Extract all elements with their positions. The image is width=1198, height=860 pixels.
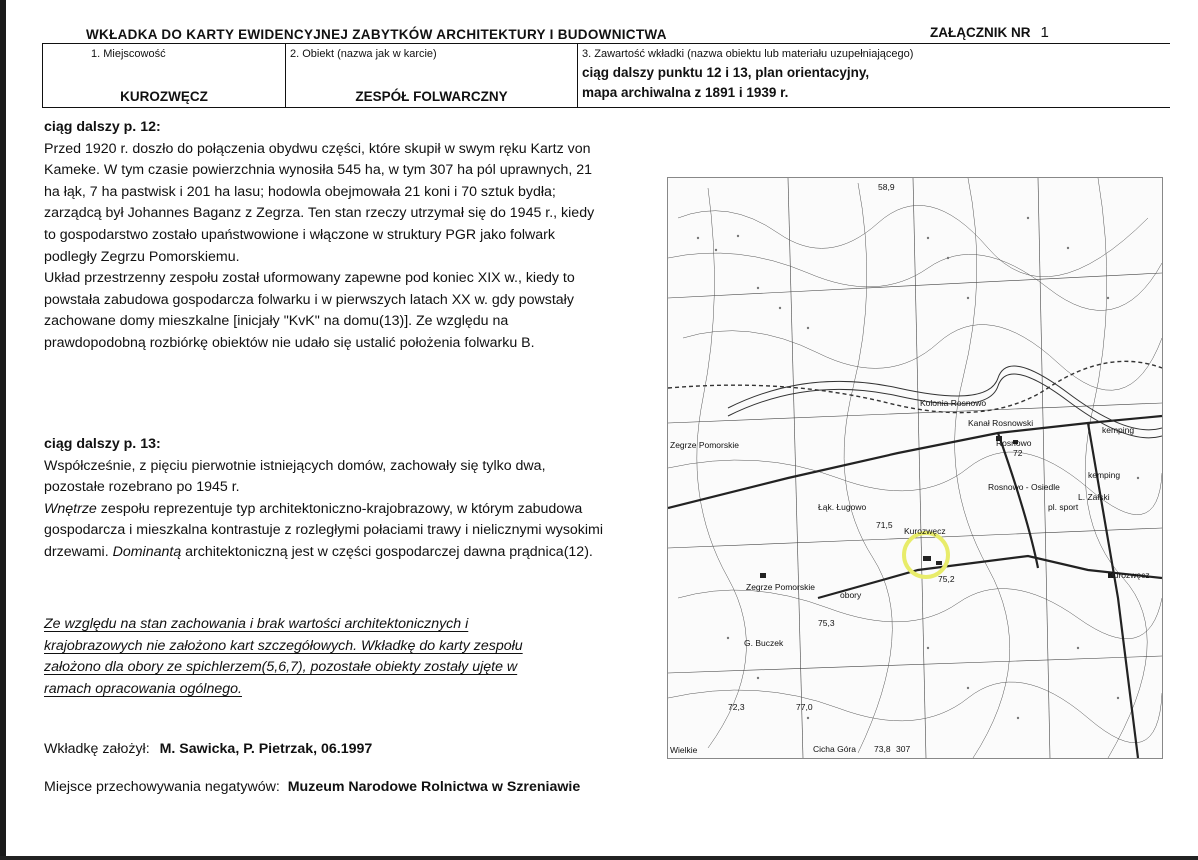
section-12	[44, 117, 604, 355]
map-label-kanal-rosnowski: Kanał Rosnowski	[968, 418, 1034, 428]
map-grid	[668, 178, 1162, 758]
object-value: ZESPÓŁ FOLWARCZNY	[355, 89, 508, 104]
contents-line-1: ciąg dalszy punktu 12 i 13, plan orientacyjny,	[582, 65, 870, 80]
map-elevation-8: 72,3	[728, 702, 745, 712]
contents-label: 3. Zawartość wkładki (nazwa obiektu lub materiału uzupełniającego)	[582, 48, 914, 60]
section-12-heading: ciąg dalszy p. 12:	[44, 119, 161, 135]
object-box	[286, 44, 578, 108]
map-label-wielkie: Wielkie	[670, 745, 698, 755]
section-13-para-2-end: architektoniczną jest w części gospodarczej dawna prądnica(12).	[181, 543, 593, 560]
locality-label: 1. Miejscowość	[91, 48, 166, 60]
map-label-kurozwecz-2: Kurozwęcz	[1108, 570, 1150, 580]
map-drawing	[668, 178, 1162, 758]
storage-label: Miejsce przechowywania negatywów:	[44, 779, 280, 795]
locality-box	[42, 44, 286, 108]
author-label: Wkładkę założył:	[44, 741, 150, 757]
map-label-g-buczek: G. Buczek	[744, 638, 784, 648]
map-elevation-3: 71,5	[876, 520, 893, 530]
map-elevation-9: 77,0	[796, 702, 813, 712]
annex-label	[930, 24, 1049, 41]
storage-value: Muzeum Narodowe Rolnictwa w Szreniawie	[287, 779, 581, 795]
section-13	[44, 434, 604, 564]
map-label-kolonia-rosnowo: Kolonia Rosnowo	[920, 398, 987, 408]
scan-edge-bottom	[0, 856, 1198, 860]
map-elevation-2: 72	[1013, 448, 1023, 458]
map-label-rosnowo: Rosnowo	[996, 438, 1032, 448]
map-label-kurozwecz: Kurozwęcz	[904, 526, 946, 536]
boxes-rule	[42, 107, 1170, 108]
object-label: 2. Obiekt (nazwa jak w karcie)	[290, 48, 437, 60]
map-elevation-7: 75,3	[818, 618, 835, 628]
annex-number: 1	[1040, 24, 1049, 41]
section-12-para-1: Przed 1920 r. doszło do połączenia obydwu części, które skupił w swym ręku Kartz von Kameke. W tym czasie powierzchnia wynosiła 545 ha, w tym 307 ha pól uprawnych, 21 ha łąk, 7 ha pastwisk i 201 ha lasu; hodowla obejmowała 21 koni i 70 sztuk bydła; zarządcą był Johannes Baganz z Zegrza. Ten stan rzeczy utrzymał się do 1945 r., kiedy to gospodarstwo zostało upaństwowione i włączone w struktury PGR jako folwark podległy Zegrzu Pomorskiemu.	[44, 140, 595, 265]
map-label-zegrze-pomorskie-top: Zegrze Pomorskie	[670, 440, 739, 450]
section-13-para-2	[44, 499, 604, 564]
section-13-heading: ciąg dalszy p. 13:	[44, 436, 161, 452]
map-label-kemping-2: kemping	[1088, 470, 1121, 480]
section-12-para-2: Układ przestrzenny zespołu został uformowany zapewne pod koniec XIX w., kiedy to powstała zabudowa gospodarcza folwarku i w pierwszych latach XX w. gdy powstały zachowane domy mieszkalne [inicjały "KvK" na domu(13)]. Ze względu na prawdopodobną rozbiórkę obiektów nie udało się ustalić położenia folwarku B.	[44, 270, 575, 351]
storage-line	[44, 779, 580, 795]
note-text: Ze względu na stan zachowania i brak wartości architektonicznych i krajobrazowych nie założono kart szczegółowych. Wkładkę do karty zespołu założono dla obory ze spichlerzem(5,6,7), pozostałe obiekty zostały ujęte w ramach opracowania ogólnego.	[44, 616, 523, 697]
note-paragraph	[44, 614, 564, 700]
scan-edge-left	[0, 0, 6, 860]
contents-box	[578, 44, 1170, 108]
map-label-kemping: kemping	[1102, 425, 1135, 435]
section-13-para-1: Współcześnie, z pięciu pierwotnie istniejących domów, zachowały się tylko dwa, pozostałe rozebrano po 1945 r.	[44, 457, 546, 496]
map-highlight-circle	[904, 533, 948, 577]
map-elevation-1: 58,9	[878, 182, 895, 192]
dominant-term: Dominantą	[112, 543, 182, 560]
form-title: WKŁADKA DO KARTY EWIDENCYJNEJ ZABYTKÓW ARCHITEKTURY I BUDOWNICTWA	[86, 27, 667, 42]
map-label-obory: obory	[840, 590, 862, 600]
interior-term: Wnętrze	[44, 500, 97, 517]
archival-map	[667, 177, 1163, 759]
map-label-pl-sport: pl. sport	[1048, 502, 1079, 512]
annex-label-text: ZAŁĄCZNIK NR	[930, 25, 1031, 40]
author-value: M. Sawicka, P. Pietrzak, 06.1997	[159, 741, 373, 757]
contents-line-2: mapa archiwalna z 1891 i 1939 r.	[582, 85, 789, 100]
author-line	[44, 741, 372, 757]
map-labels	[670, 182, 1150, 755]
map-railway	[668, 361, 1162, 412]
map-label-l-zalski: L. Załski	[1078, 492, 1110, 502]
map-label-zegrze-pomorskie: Zegrze Pomorskie	[746, 582, 815, 592]
map-label-cicha-gora: Cicha Góra	[813, 744, 856, 754]
map-elevation-4: 75,2	[938, 574, 955, 584]
map-elevation-6: 307	[896, 744, 911, 754]
section-13-para-2-text: zespołu reprezentuje typ architektoniczno-krajobrazowy, w którym zabudowa gospodarcza i mieszkalna kontrastuje z rozległymi połaciami trawy i nielicznymi wysokimi drzewami.	[44, 500, 604, 560]
map-elevation-5: 73,8	[874, 744, 891, 754]
locality-value: KUROZWĘCZ	[120, 89, 208, 104]
map-label-lak-lugowo: Łąk. Ługowo	[818, 502, 867, 512]
map-label-rosnowo-osiedle: Rosnowo - Osiedle	[988, 482, 1060, 492]
